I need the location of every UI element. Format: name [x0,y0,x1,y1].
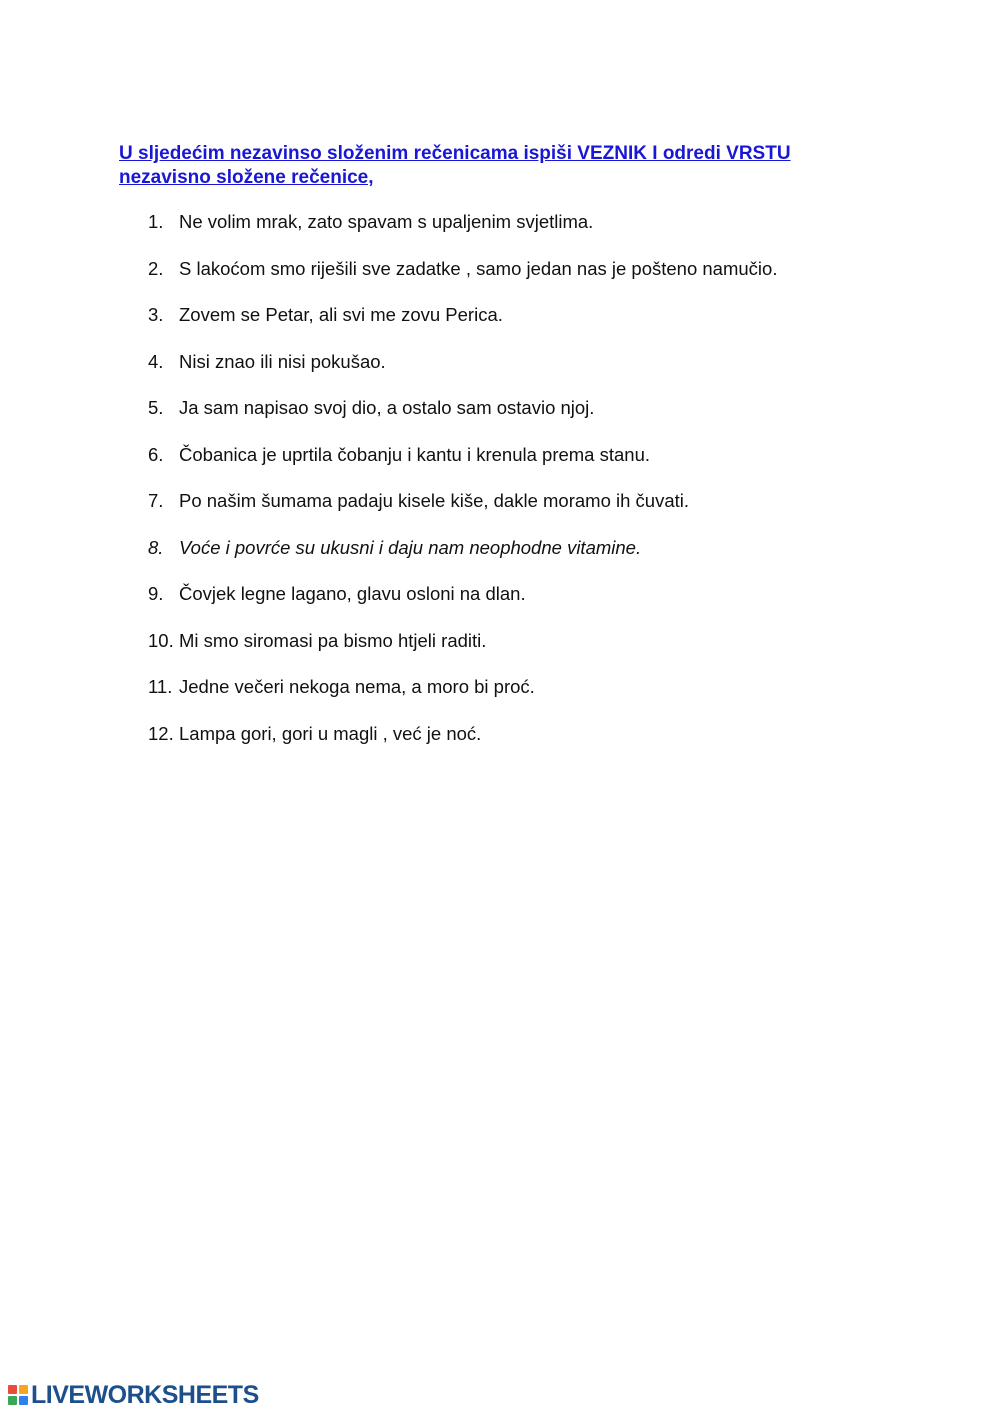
item-text: Po našim šumama padaju kisele kiše, dakle moramo ih čuvati. [179,490,690,511]
item-number: 9. [148,583,164,604]
item-number: 4. [148,350,164,372]
list-item [0,442,1000,489]
item-number: 11. [148,676,173,697]
list-item [0,628,1000,675]
logo-block [8,1396,17,1405]
list-item [0,581,1000,628]
item-number: 12. [148,722,174,744]
liveworksheets-logo [8,1382,259,1408]
item-number: 7. [148,490,164,511]
logo-text: LIVEWORKSHEETS [31,1381,259,1409]
item-text: S lakoćom smo riješili sve zadatke , samo jedan nas je pošteno namučio. [179,257,778,279]
list-item [0,721,1000,768]
item-number: 5. [148,397,164,418]
item-text: Ne volim mrak, zato spavam s upaljenim svjetlima. [179,211,594,232]
list-item [0,302,1000,349]
item-text: Nisi znao ili nisi pokušao. [179,350,386,372]
list-item [0,209,1000,256]
item-text: Mi smo siromasi pa bismo htjeli raditi. [179,629,487,651]
item-text: Čovjek legne lagano, glavu osloni na dlan. [179,583,526,604]
item-number: 10. [148,629,174,651]
list-item [0,349,1000,396]
logo-block [19,1396,28,1405]
item-number: 6. [148,443,164,465]
list-item [0,535,1000,582]
item-number: 8. [148,536,164,558]
logo-block [8,1385,17,1394]
liveworksheets-blocks-icon [8,1385,28,1405]
item-text: Jedne večeri nekoga nema, a moro bi proć. [179,676,535,697]
item-number: 1. [148,211,164,232]
item-number: 3. [148,304,164,325]
item-text: Zovem se Petar, ali svi me zovu Perica. [179,304,503,325]
item-text: Voće i povrće su ukusni i daju nam neophodne vitamine. [179,536,642,558]
item-number: 2. [148,257,164,279]
sentence-list [0,209,1000,767]
list-item [0,488,1000,535]
item-text: Lampa gori, gori u magli , već je noć. [179,722,482,744]
logo-block [19,1385,28,1394]
list-item [0,256,1000,303]
item-text: Čobanica je uprtila čobanju i kantu i krenula prema stanu. [179,443,651,465]
list-item [0,674,1000,721]
instruction-heading: U sljedećim nezavinso složenim rečenicama ispiši VEZNIK I odredi VRSTU nezavisno složene rečenice, [119,143,791,188]
list-item [0,395,1000,442]
item-text: Ja sam napisao svoj dio, a ostalo sam ostavio njoj. [179,397,595,418]
